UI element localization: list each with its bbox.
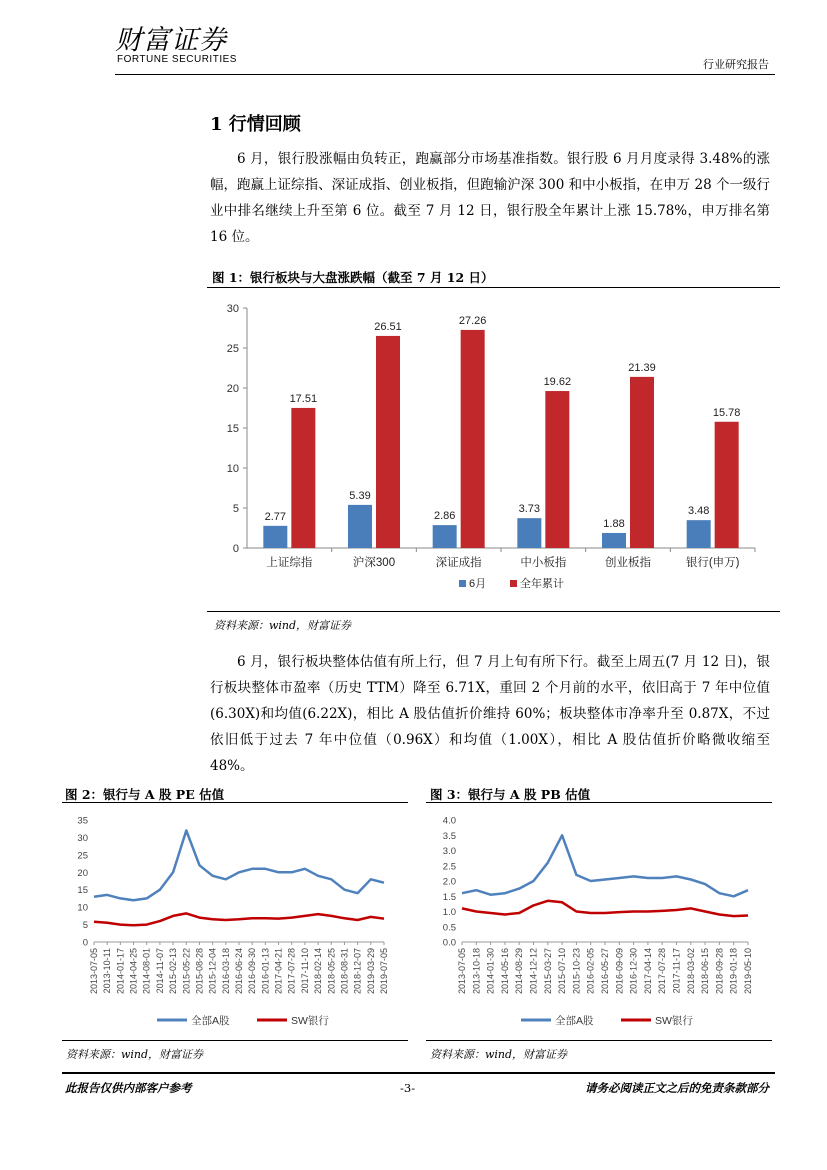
figure2-chart	[62, 806, 408, 1036]
legend-label-all-a: 全部A股	[191, 1015, 230, 1027]
x-tick-label: 深证成指	[435, 557, 482, 569]
x-tick-label: 2018-06-15	[700, 948, 711, 995]
footer-disclaimer-right: 请务必阅读正文之后的免责条款部分	[585, 1081, 769, 1095]
figure3-chart	[426, 806, 772, 1036]
bar-june	[602, 533, 626, 548]
x-tick-label: 2016-03-18	[220, 948, 231, 995]
figure1-title: 图 1：银行板块与大盘涨跌幅（截至 7 月 12 日）	[212, 270, 494, 285]
bar-june	[348, 505, 372, 548]
y-tick-label: 0	[232, 543, 239, 555]
series-sw-bank-line	[94, 913, 384, 925]
y-tick-label: 1.5	[442, 891, 456, 903]
y-tick-label: 5	[82, 920, 88, 932]
bar-ytd-label: 17.51	[289, 392, 318, 405]
x-tick-label: 2015-08-28	[194, 948, 205, 995]
legend-label-june: 6月	[469, 578, 487, 590]
y-tick-label: 20	[77, 867, 88, 879]
x-tick-label: 2016-12-30	[628, 948, 639, 995]
x-tick-label: 2014-01-17	[115, 948, 126, 995]
bar-june-label: 3.73	[518, 503, 541, 516]
legend-label-sw-bank: SW银行	[655, 1015, 693, 1027]
x-tick-label: 2013-10-18	[471, 948, 482, 995]
x-tick-label: 2016-02-05	[585, 948, 596, 995]
x-tick-label: 2019-03-29	[365, 948, 376, 995]
x-tick-label: 2015-07-10	[557, 948, 568, 995]
x-tick-label: 2017-04-21	[273, 948, 284, 995]
bar-june-label: 3.48	[687, 505, 710, 518]
footer-disclaimer-left: 此报告仅供内部客户参考	[65, 1081, 192, 1095]
y-tick-label: 0.0	[442, 937, 456, 949]
figure1-bars	[263, 315, 740, 548]
page-number: -3-	[400, 1081, 416, 1095]
figure1-chart	[207, 290, 780, 610]
x-tick-label: 2014-08-29	[514, 948, 525, 995]
x-tick-label: 2014-12-12	[528, 948, 539, 995]
series-sw-bank-line	[462, 901, 748, 916]
bar-ytd-label: 26.51	[374, 320, 402, 333]
section-title: 1 行情回顾	[210, 114, 301, 135]
x-tick-label: 2014-04-25	[128, 948, 139, 995]
x-tick-label: 2016-01-13	[260, 948, 271, 995]
x-tick-label: 2014-05-16	[499, 948, 510, 995]
bar-june-label: 2.86	[433, 510, 456, 523]
x-tick-label: 2018-09-28	[714, 948, 725, 995]
x-tick-label: 2016-06-24	[234, 948, 244, 995]
y-tick-label: 20	[226, 383, 239, 395]
x-tick-label: 2016-09-09	[614, 948, 625, 995]
bar-ytd	[630, 377, 654, 548]
logo-chinese: 财富证券	[115, 25, 227, 56]
y-tick-label: 25	[226, 343, 239, 355]
figure3-bottom-rule	[426, 1040, 772, 1041]
footer-rule	[62, 1072, 775, 1074]
y-tick-label: 2.0	[442, 876, 456, 888]
figure1-top-rule	[207, 287, 780, 288]
x-tick-label: 2019-05-10	[743, 948, 753, 995]
legend-swatch-june	[459, 580, 466, 587]
logo-english: FORTUNE SECURITIES	[117, 54, 237, 65]
y-tick-label: 0	[82, 937, 88, 949]
header-rule	[115, 74, 775, 75]
bar-june	[263, 526, 287, 548]
figure1-source: 资料来源：wind，财富证券	[214, 619, 352, 632]
y-tick-label: 10	[226, 463, 239, 475]
x-tick-label: 2013-07-05	[89, 948, 99, 995]
x-tick-label: 2015-05-22	[181, 948, 192, 995]
x-tick-label: 2015-03-27	[542, 948, 553, 995]
x-tick-label: 2016-09-30	[247, 948, 258, 995]
x-tick-label: 2017-04-14	[642, 948, 653, 995]
legend-swatch-ytd	[510, 580, 517, 587]
bar-ytd	[461, 330, 485, 548]
x-tick-label: 2018-05-25	[326, 948, 337, 995]
paragraph-2: 6 月，银行板块整体估值有所上行，但 7 月上旬有所下行。截至上周五(7 月 12 日)，银行板块整体市盈率（历史 TTM）降至 6.71X，重回 2 个月前的水平，依旧高于 7 年中位值(6.30X)和均值(6.22X)，相比 A 股估值折价维持 60%；板块整体市净率升至 0.87X，不过依旧低于过去 7 年中位值（0.96X）和均值（1.00X），相比 A 股估值折价略微收缩至 48%。	[210, 654, 770, 774]
bar-ytd-label: 19.62	[543, 376, 572, 389]
bar-june-label: 2.77	[264, 510, 287, 523]
y-tick-label: 1.0	[442, 907, 456, 918]
x-tick-label: 2015-12-04	[207, 948, 218, 995]
x-tick-label: 银行(申万)	[685, 557, 740, 569]
figure1-legend	[459, 576, 564, 590]
y-tick-label: 15	[77, 885, 88, 897]
bar-june-label: 1.88	[603, 517, 625, 530]
x-tick-label: 2019-01-18	[728, 948, 739, 995]
bar-ytd-label: 15.78	[712, 406, 741, 419]
figure3-top-rule	[426, 802, 772, 803]
series-all-a-shares-line	[94, 831, 384, 901]
figure2-title: 图 2：银行与 A 股 PE 估值	[65, 787, 225, 802]
x-tick-label: 创业板指	[605, 557, 651, 569]
x-tick-label: 2017-11-17	[671, 948, 682, 994]
y-tick-label: 35	[77, 815, 88, 827]
figure2-top-rule	[62, 802, 408, 803]
x-tick-label: 中小板指	[520, 557, 567, 569]
x-tick-label: 2018-08-31	[339, 948, 350, 995]
y-tick-label: 30	[226, 303, 239, 315]
figure3-source: 资料来源：wind，财富证券	[430, 1048, 568, 1061]
figure3-plot	[443, 816, 753, 1028]
bar-ytd-label: 27.26	[458, 314, 487, 327]
x-tick-label: 2014-01-30	[485, 948, 496, 995]
x-tick-label: 2019-07-05	[379, 948, 389, 995]
bar-ytd	[545, 391, 569, 548]
figure1-bottom-rule	[207, 611, 780, 612]
bar-june	[687, 520, 711, 548]
y-tick-label: 3.0	[442, 846, 456, 857]
bar-ytd	[376, 336, 400, 548]
bar-ytd	[715, 422, 739, 548]
y-tick-label: 15	[226, 423, 239, 435]
figure2-plot	[77, 816, 389, 1028]
bar-june-label: 5.39	[349, 489, 371, 502]
bar-june	[433, 525, 457, 548]
figure3-title: 图 3：银行与 A 股 PB 估值	[430, 787, 591, 802]
series-all-a-shares-line	[462, 835, 748, 896]
legend-label-all-a: 全部A股	[555, 1015, 594, 1027]
x-tick-label: 沪深300	[352, 557, 396, 569]
legend-label-ytd: 全年累计	[520, 578, 564, 590]
x-tick-label: 2017-07-28	[657, 948, 668, 995]
x-tick-label: 2017-11-10	[299, 948, 310, 994]
x-tick-label: 2016-05-27	[600, 948, 610, 995]
bar-ytd	[291, 408, 315, 548]
x-tick-label: 2017-07-28	[286, 948, 297, 995]
x-tick-label: 2015-02-13	[168, 948, 179, 995]
x-tick-label: 2013-10-11	[102, 948, 113, 994]
paragraph-1: 6 月，银行股涨幅由负转正，跑赢部分市场基准指数。银行股 6 月月度录得 3.48%的涨幅，跑赢上证综指、深证成指、创业板指，但跑输沪深 300 和中小板指，在申万 28 个一级行业中排名继续上升至第 6 位。截至 7 月 12 日，银行股全年累计上涨 15.78%，申万排名第 16 位。	[210, 151, 770, 245]
y-tick-label: 3.5	[442, 830, 456, 842]
x-tick-label: 上证综指	[266, 557, 313, 569]
y-tick-label: 0.5	[442, 922, 456, 934]
y-tick-label: 25	[77, 850, 88, 862]
x-tick-label: 2013-07-05	[457, 948, 467, 995]
x-tick-label: 2018-02-14	[313, 948, 324, 995]
y-tick-label: 10	[77, 902, 88, 914]
y-tick-label: 5	[232, 503, 239, 515]
y-tick-label: 4.0	[442, 815, 456, 827]
report-type: 行业研究报告	[703, 58, 769, 71]
x-tick-label: 2015-10-23	[571, 948, 582, 995]
x-tick-label: 2014-11-07	[154, 948, 165, 994]
y-tick-label: 2.5	[442, 861, 456, 873]
legend-label-sw-bank: SW银行	[291, 1015, 329, 1027]
figure2-bottom-rule	[62, 1040, 408, 1041]
x-tick-label: 2018-03-02	[685, 948, 696, 995]
y-tick-label: 30	[77, 832, 88, 844]
bar-june	[517, 518, 541, 548]
x-tick-label: 2014-08-01	[141, 948, 152, 995]
x-tick-label: 2018-12-07	[352, 948, 363, 995]
bar-ytd-label: 21.39	[628, 361, 656, 374]
figure2-source: 资料来源：wind，财富证券	[66, 1048, 204, 1061]
